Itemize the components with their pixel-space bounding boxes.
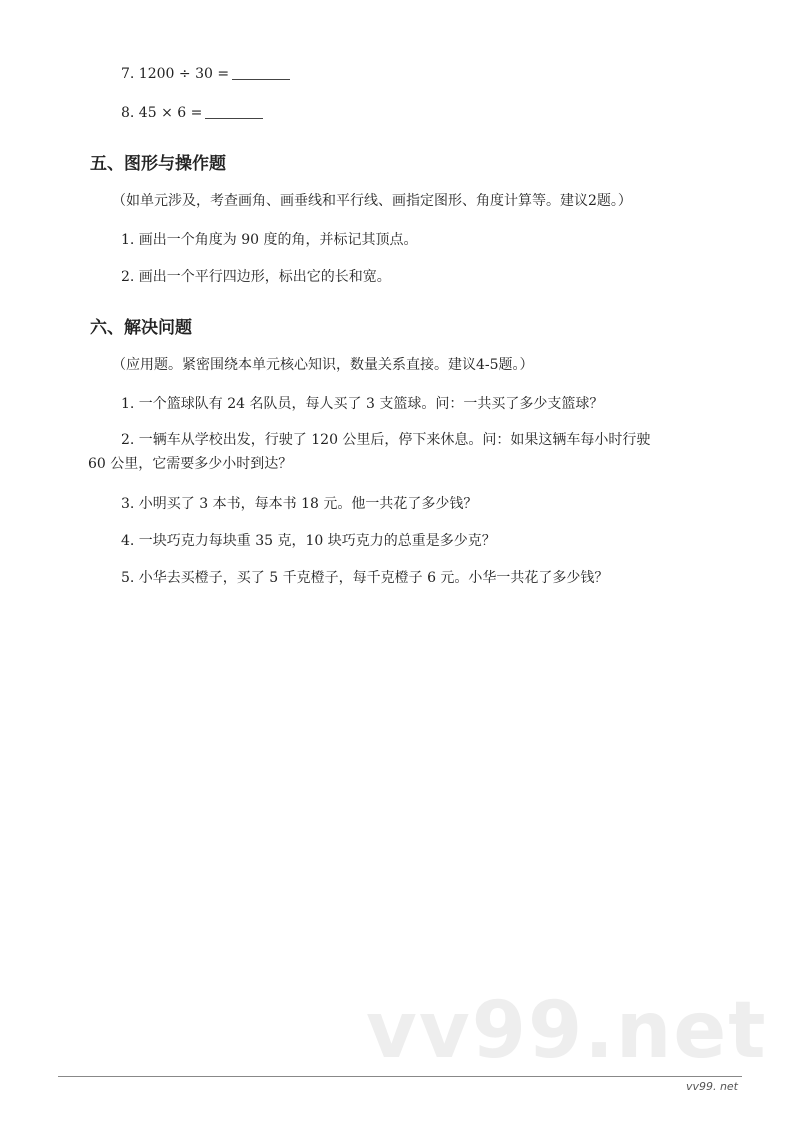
question-8-text: 8. 45 × 6 =	[121, 105, 203, 121]
answer-blank-7[interactable]	[232, 65, 290, 80]
section-6-question-2	[88, 428, 748, 476]
footer-site: vv99. net	[685, 1080, 738, 1093]
section-5-question-1: 1. 画出一个角度为 90 度的角，并标记其顶点。	[121, 232, 418, 248]
question-7-text: 7. 1200 ÷ 30 =	[121, 66, 230, 82]
answer-blank-8[interactable]	[205, 104, 263, 119]
question-8	[121, 103, 263, 123]
section-6-question-2-line-2: 60 公里，它需要多少小时到达？	[88, 456, 293, 472]
question-7	[121, 64, 290, 84]
section-5-title: 五、图形与操作题	[90, 154, 226, 174]
section-6-question-3: 3. 小明买了 3 本书，每本书 18 元。他一共花了多少钱？	[121, 496, 478, 512]
section-6-question-1: 1. 一个篮球队有 24 名队员，每人买了 3 支篮球。问：一共买了多少支篮球？	[121, 396, 604, 412]
footer-divider	[58, 1076, 742, 1077]
section-6-question-2-line-1: 2. 一辆车从学校出发，行驶了 120 公里后，停下来休息。问：如果这辆车每小时行驶	[121, 432, 651, 448]
watermark: vv99.net	[366, 986, 768, 1076]
section-5-question-2: 2. 画出一个平行四边形，标出它的长和宽。	[121, 269, 391, 285]
section-6-note: （应用题。紧密围绕本单元核心知识，数量关系直接。建议4-5题。）	[112, 357, 534, 373]
section-6-question-4: 4. 一块巧克力每块重 35 克，10 块巧克力的总重是多少克？	[121, 533, 496, 549]
section-6-title: 六、解决问题	[90, 318, 192, 338]
section-5-note: （如单元涉及，考查画角、画垂线和平行线、画指定图形、角度计算等。建议2题。）	[112, 193, 632, 209]
section-6-question-5: 5. 小华去买橙子，买了 5 千克橙子，每千克橙子 6 元。小华一共花了多少钱？	[121, 570, 609, 586]
